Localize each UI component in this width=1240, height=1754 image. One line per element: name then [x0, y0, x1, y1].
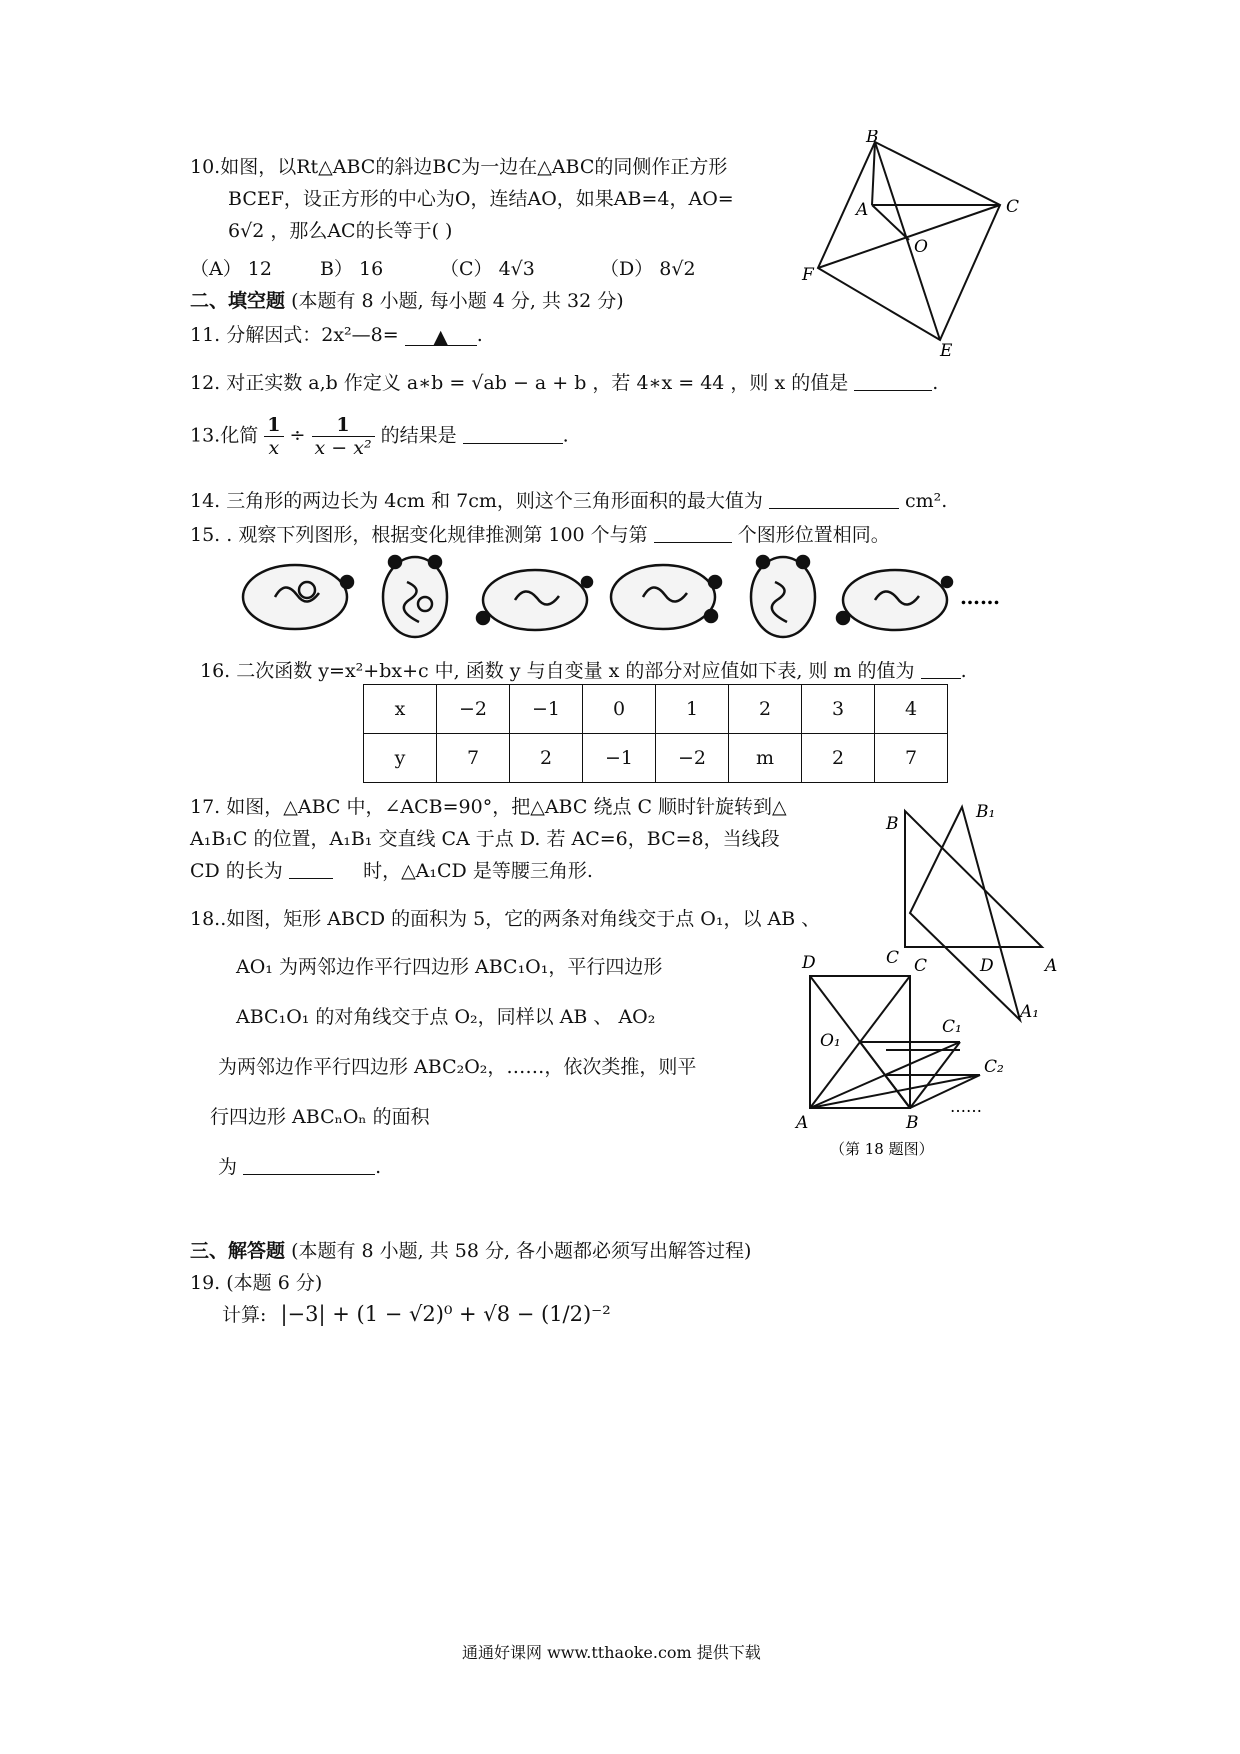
table-cell: 4 [875, 685, 948, 734]
q10-line3: 6√2 ，那么AC的长等于( ) [228, 220, 453, 242]
q14-text: 14. 三角形的两边长为 4cm 和 7cm，则这个三角形面积的最大值为 [190, 490, 763, 512]
table-row [364, 734, 948, 783]
q15-figure-sequence [235, 552, 1015, 642]
q18-end: . [375, 1156, 382, 1178]
q16-value-table [363, 684, 948, 783]
q10-line2: BCEF，设正方形的中心为O，连结AO，如果AB=4，AO= [228, 188, 734, 210]
section3-desc: (本题有 8 小题, 共 58 分, 各小题都必须写出解答过程) [291, 1240, 752, 1262]
q12-text: 12. 对正实数 a,b 作定义 a∗b = √ab − a + b ，若 4∗x = 44 ，则 x 的值是 [190, 372, 849, 394]
q10-label-a: A [856, 200, 869, 220]
q13-frac2-den: x − x² [314, 437, 372, 459]
q15-text: 15. . 观察下列图形，根据变化规律推测第 100 个与第 [190, 524, 648, 546]
q10-option-d: （D） 8√2 [600, 258, 696, 280]
q18-line6-text: 为 [218, 1156, 238, 1178]
q15-suffix: 个图形位置相同。 [737, 524, 890, 546]
q18-label-a: A [796, 1113, 809, 1133]
q15-answer-blank [654, 523, 732, 543]
table-cell: 0 [583, 685, 656, 734]
q18-label-c1: C₁ [942, 1017, 962, 1037]
q15-ellipsis: …… [960, 585, 1000, 609]
q18-line6 [218, 1152, 381, 1179]
q14 [190, 486, 947, 513]
q19-expression-line [222, 1300, 611, 1327]
table-cell: 7 [437, 734, 510, 783]
q18-answer-blank [243, 1155, 375, 1175]
pig-figure-5 [751, 556, 815, 637]
q13-frac1-den: x [268, 437, 280, 459]
section2-heading [190, 286, 624, 313]
q16-end: . [960, 660, 967, 682]
q17-label-a: A [1045, 956, 1058, 976]
table-cell: 1 [656, 685, 729, 734]
q18-caption: （第 18 题图） [830, 1140, 934, 1158]
q16-answer-blank [921, 659, 961, 679]
section3-heading [190, 1236, 751, 1263]
q18-line2: AO₁ 为两邻边作平行四边形 ABC₁O₁，平行四边形 [236, 956, 663, 978]
q18-line1: 18..如图，矩形 ABCD 的面积为 5，它的两条对角线交于点 O₁，以 AB 、 [190, 908, 821, 930]
q13-end: . [562, 424, 569, 447]
q17-answer-blank [289, 859, 333, 879]
q12 [190, 368, 938, 395]
q10-label-e: E [940, 341, 953, 360]
pig-figure-1 [243, 565, 353, 629]
table-row [364, 685, 948, 734]
q17-label-c-second: C [914, 956, 928, 976]
q10-option-a: （A） 12 [190, 258, 272, 280]
q17-label-a1: A₁ [1020, 1002, 1040, 1022]
q14-unit: cm². [904, 490, 948, 512]
table-cell: m [729, 734, 802, 783]
q13-fraction-2 [312, 414, 375, 459]
q10-line1: 10.如图，以Rt△ABC的斜边BC为一边在△ABC的同侧作正方形 [190, 156, 728, 178]
q11-triangle-mark: ▲ [433, 326, 449, 348]
q18-label-c2: C₂ [984, 1057, 1004, 1077]
pig-figure-2 [383, 556, 447, 637]
table-cell: 3 [802, 685, 875, 734]
q13-frac1-num: 1 [264, 414, 283, 437]
q18-line5: 行四边形 ABCₙOₙ 的面积 [210, 1106, 430, 1128]
q10-option-b: B） 16 [320, 258, 384, 280]
q10-label-c: C [1006, 197, 1020, 217]
page-footer: 通通好课网 www.tthaoke.com 提供下载 [462, 1643, 761, 1662]
q17-label-c: C [886, 948, 900, 968]
table-cell: −2 [656, 734, 729, 783]
q17-label-d: D [980, 956, 994, 976]
q13-fraction-1 [264, 414, 283, 459]
q15 [190, 520, 890, 547]
q13-op: ÷ [289, 424, 306, 447]
q14-answer-blank [769, 489, 899, 509]
q16 [200, 656, 967, 683]
q11-text: 11. 分解因式：2x²—8= [190, 324, 399, 346]
q17-line3b: 时，△A₁CD 是等腰三角形. [363, 860, 593, 882]
section3-title: 三、解答题 [190, 1240, 286, 1262]
q13-frac2-num: 1 [312, 414, 375, 437]
q19-prefix: 计算: [222, 1304, 267, 1326]
q18-label-d: D [802, 953, 816, 973]
table-cell: 2 [729, 685, 802, 734]
q11 [190, 320, 483, 347]
q17-label-b1: B₁ [976, 802, 996, 822]
q17-label-b: B [886, 814, 899, 834]
q10-label-f: F [802, 265, 814, 285]
q18-ellipsis: …… [950, 1097, 982, 1116]
q10-label-o: O [914, 237, 928, 257]
section2-desc: (本题有 8 小题, 每小题 4 分, 共 32 分) [291, 290, 624, 312]
q17-line1: 17. 如图，△ABC 中，∠ACB=90°，把△ABC 绕点 C 顺时针旋转到△ [190, 796, 787, 818]
table-cell: −1 [510, 685, 583, 734]
q10-option-c: （C） 4√3 [440, 258, 535, 280]
q13-answer-blank [463, 424, 563, 444]
q10-figure [800, 130, 1030, 360]
table-cell: y [364, 734, 437, 783]
q18-line3: ABC₁O₁ 的对角线交于点 O₂，同样以 AB 、 AO₂ [236, 1006, 656, 1028]
q13 [190, 414, 569, 459]
q11-answer-blank [405, 326, 477, 346]
pig-figure-4 [611, 565, 721, 629]
pig-figure-3 [477, 570, 592, 630]
table-cell: −2 [437, 685, 510, 734]
q13-suffix: 的结果是 [380, 424, 457, 447]
q18-line4: 为两邻边作平行四边形 ABC₂O₂，……，依次类推，则平 [218, 1056, 697, 1078]
table-cell: 7 [875, 734, 948, 783]
q12-end: . [932, 372, 939, 394]
q11-end: . [476, 324, 483, 346]
table-cell: 2 [510, 734, 583, 783]
q19-title: 19. (本题 6 分) [190, 1272, 323, 1294]
q17-line3a: CD 的长为 [190, 860, 283, 882]
pig-figure-6 [837, 570, 952, 630]
q16-text: 16. 二次函数 y=x²+bx+c 中, 函数 y 与自变量 x 的部分对应值如下表, 则 m 的值为 [200, 660, 915, 682]
q18-label-b: B [906, 1113, 919, 1133]
q13-prefix: 13.化简 [190, 424, 259, 447]
table-cell: −1 [583, 734, 656, 783]
section2-title: 二、填空题 [190, 290, 286, 312]
q18-figure [790, 952, 1020, 1162]
q18-label-o1: O₁ [820, 1031, 841, 1051]
table-cell: x [364, 685, 437, 734]
q10-label-b: B [866, 130, 879, 147]
q17-line2: A₁B₁C 的位置，A₁B₁ 交直线 CA 于点 D. 若 AC=6，BC=8，当线段 [190, 828, 780, 850]
q12-answer-blank [854, 371, 932, 391]
table-cell: 2 [802, 734, 875, 783]
q19-expr: |−3| + (1 − √2)⁰ + √8 − (1/2)⁻² [280, 1302, 611, 1326]
q17-line3 [190, 856, 593, 883]
